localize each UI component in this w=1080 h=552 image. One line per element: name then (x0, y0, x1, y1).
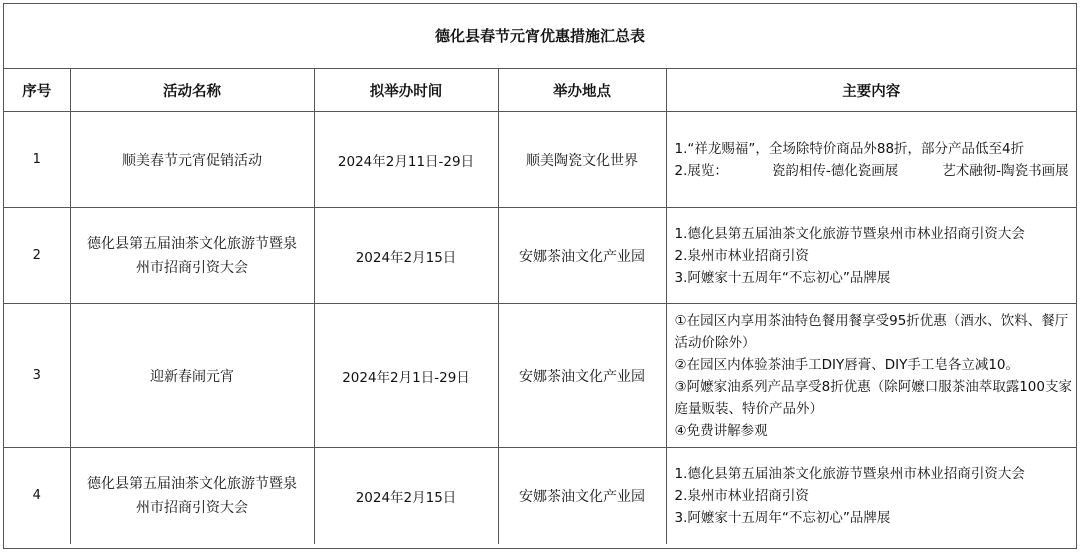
activities-table (4, 69, 1076, 544)
content-line: 艺术融彻-陶瓷书画展 (942, 162, 1069, 179)
row-time: 2024年2月1日-29日 (314, 304, 498, 448)
row-activity-name: 顺美春节元宵促销活动 (70, 112, 314, 208)
row-content (666, 208, 1076, 304)
row-location: 顺美陶瓷文化世界 (498, 112, 666, 208)
header-activity-name: 活动名称 (70, 69, 314, 112)
row-index: 3 (4, 304, 70, 448)
content-line: 瓷韵相传-德化瓷画展 (771, 162, 899, 179)
row-time: 2024年2月15日 (314, 208, 498, 304)
content-line: ③阿嬷家油系列产品享受8折优惠（除阿嬷口服茶油萃取露100支家庭量贩装、特价产品外） (674, 378, 1072, 417)
row-time: 2024年2月11日-29日 (314, 112, 498, 208)
content-line: 2.泉州市林业招商引资 (674, 487, 809, 504)
content-line-exhibition (675, 160, 1073, 182)
row-location: 安娜茶油文化产业园 (498, 304, 666, 448)
row-activity-name: 德化县第五届油茶文化旅游节暨泉州市招商引资大会 (70, 208, 314, 304)
content-line: 1.德化县第五届油茶文化旅游节暨泉州市林业招商引资大会 (674, 465, 1025, 482)
header-index: 序号 (4, 69, 70, 112)
header-row (4, 69, 1076, 112)
header-time: 拟举办时间 (314, 69, 498, 112)
header-content: 主要内容 (666, 69, 1076, 112)
content-line: ②在园区内体验茶油手工DIY唇膏、DIY手工皂各立减10。 (674, 356, 1020, 373)
content-line: 2.展览： (674, 162, 728, 179)
table-row (4, 304, 1076, 448)
row-content (666, 112, 1076, 208)
table-row (4, 112, 1076, 208)
content-line: 2.泉州市林业招商引资 (674, 247, 809, 264)
table-row (4, 448, 1076, 544)
row-content (666, 448, 1076, 544)
row-index: 4 (4, 448, 70, 544)
table-row (4, 208, 1076, 304)
row-location: 安娜茶油文化产业园 (498, 208, 666, 304)
row-location: 安娜茶油文化产业园 (498, 448, 666, 544)
row-content (666, 304, 1076, 448)
content-line: ①在园区内享用茶油特色餐用餐享受95折优惠（酒水、饮料、餐厅活动价除外） (674, 312, 1069, 351)
content-line: 3.阿嬷家十五周年“不忘初心”品牌展 (674, 509, 891, 526)
content-line: 3.阿嬷家十五周年“不忘初心”品牌展 (674, 269, 891, 286)
content-line: 1.“祥龙赐福”，全场除特价商品外88折，部分产品低至4折 (674, 140, 1025, 157)
row-activity-name: 德化县第五届油茶文化旅游节暨泉州市招商引资大会 (70, 448, 314, 544)
row-index: 1 (4, 112, 70, 208)
content-line: 1.德化县第五届油茶文化旅游节暨泉州市林业招商引资大会 (674, 225, 1025, 242)
content-line: ④免费讲解参观 (674, 422, 768, 439)
header-location: 举办地点 (498, 69, 666, 112)
row-time: 2024年2月15日 (314, 448, 498, 544)
table-title: 德化县春节元宵优惠措施汇总表 (4, 4, 1076, 69)
row-activity-name: 迎新春闹元宵 (70, 304, 314, 448)
row-index: 2 (4, 208, 70, 304)
summary-table-sheet (3, 3, 1077, 549)
